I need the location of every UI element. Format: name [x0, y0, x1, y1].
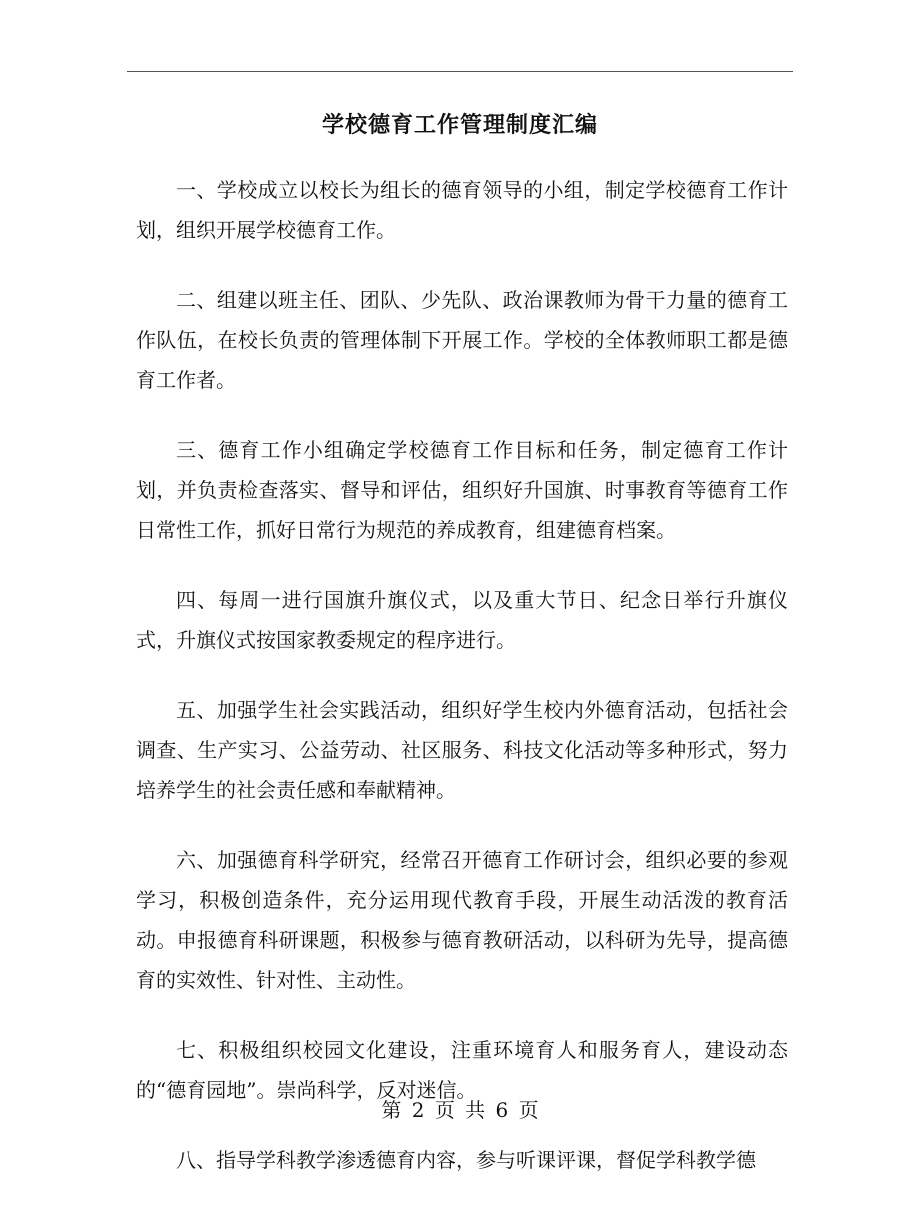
page-number-footer: 第 2 页 共 6 页: [381, 1098, 539, 1122]
header-rule: [127, 71, 793, 72]
paragraph-7: 七、积极组织校园文化建设，注重环境育人和服务育人，建设动态的“德育园地”。崇尚科学，反对迷信。: [136, 1038, 788, 1102]
document-title: 学校德育工作管理制度汇编: [321, 112, 598, 138]
paragraph-5: 五、加强学生社会实践活动，组织好学生校内外德育活动，包括社会调查、生产实习、公益劳动、社区服务、科技文化活动等多种形式，努力培养学生的社会责任感和奉献精神。: [136, 698, 788, 802]
paragraph-1: 一、学校成立以校长为组长的德育领导的小组，制定学校德育工作计划，组织开展学校德育工作。: [136, 178, 788, 242]
paragraph-3: 三、德育工作小组确定学校德育工作目标和任务，制定德育工作计划，并负责检查落实、督导和评估，组织好升国旗、时事教育等德育工作日常性工作，抓好日常行为规范的养成教育，组建德育档案。: [136, 438, 788, 542]
paragraph-4: 四、每周一进行国旗升旗仪式，以及重大节日、纪念日举行升旗仪式，升旗仪式按国家教委规定的程序进行。: [136, 588, 788, 652]
paragraph-8: 八、指导学科教学渗透德育内容，参与听课评课，督促学科教学德: [176, 1148, 756, 1172]
paragraph-2: 二、组建以班主任、团队、少先队、政治课教师为骨干力量的德育工作队伍，在校长负责的管理体制下开展工作。学校的全体教师职工都是德育工作者。: [136, 288, 788, 392]
paragraph-6: 六、加强德育科学研究，经常召开德育工作研讨会，组织必要的参观学习，积极创造条件，充分运用现代教育手段，开展生动活泼的教育活动。申报德育科研课题，积极参与德育教研活动，以科研为先导，提高德育的实效性、针对性、主动性。: [136, 848, 788, 992]
document-body: [136, 170, 788, 1210]
